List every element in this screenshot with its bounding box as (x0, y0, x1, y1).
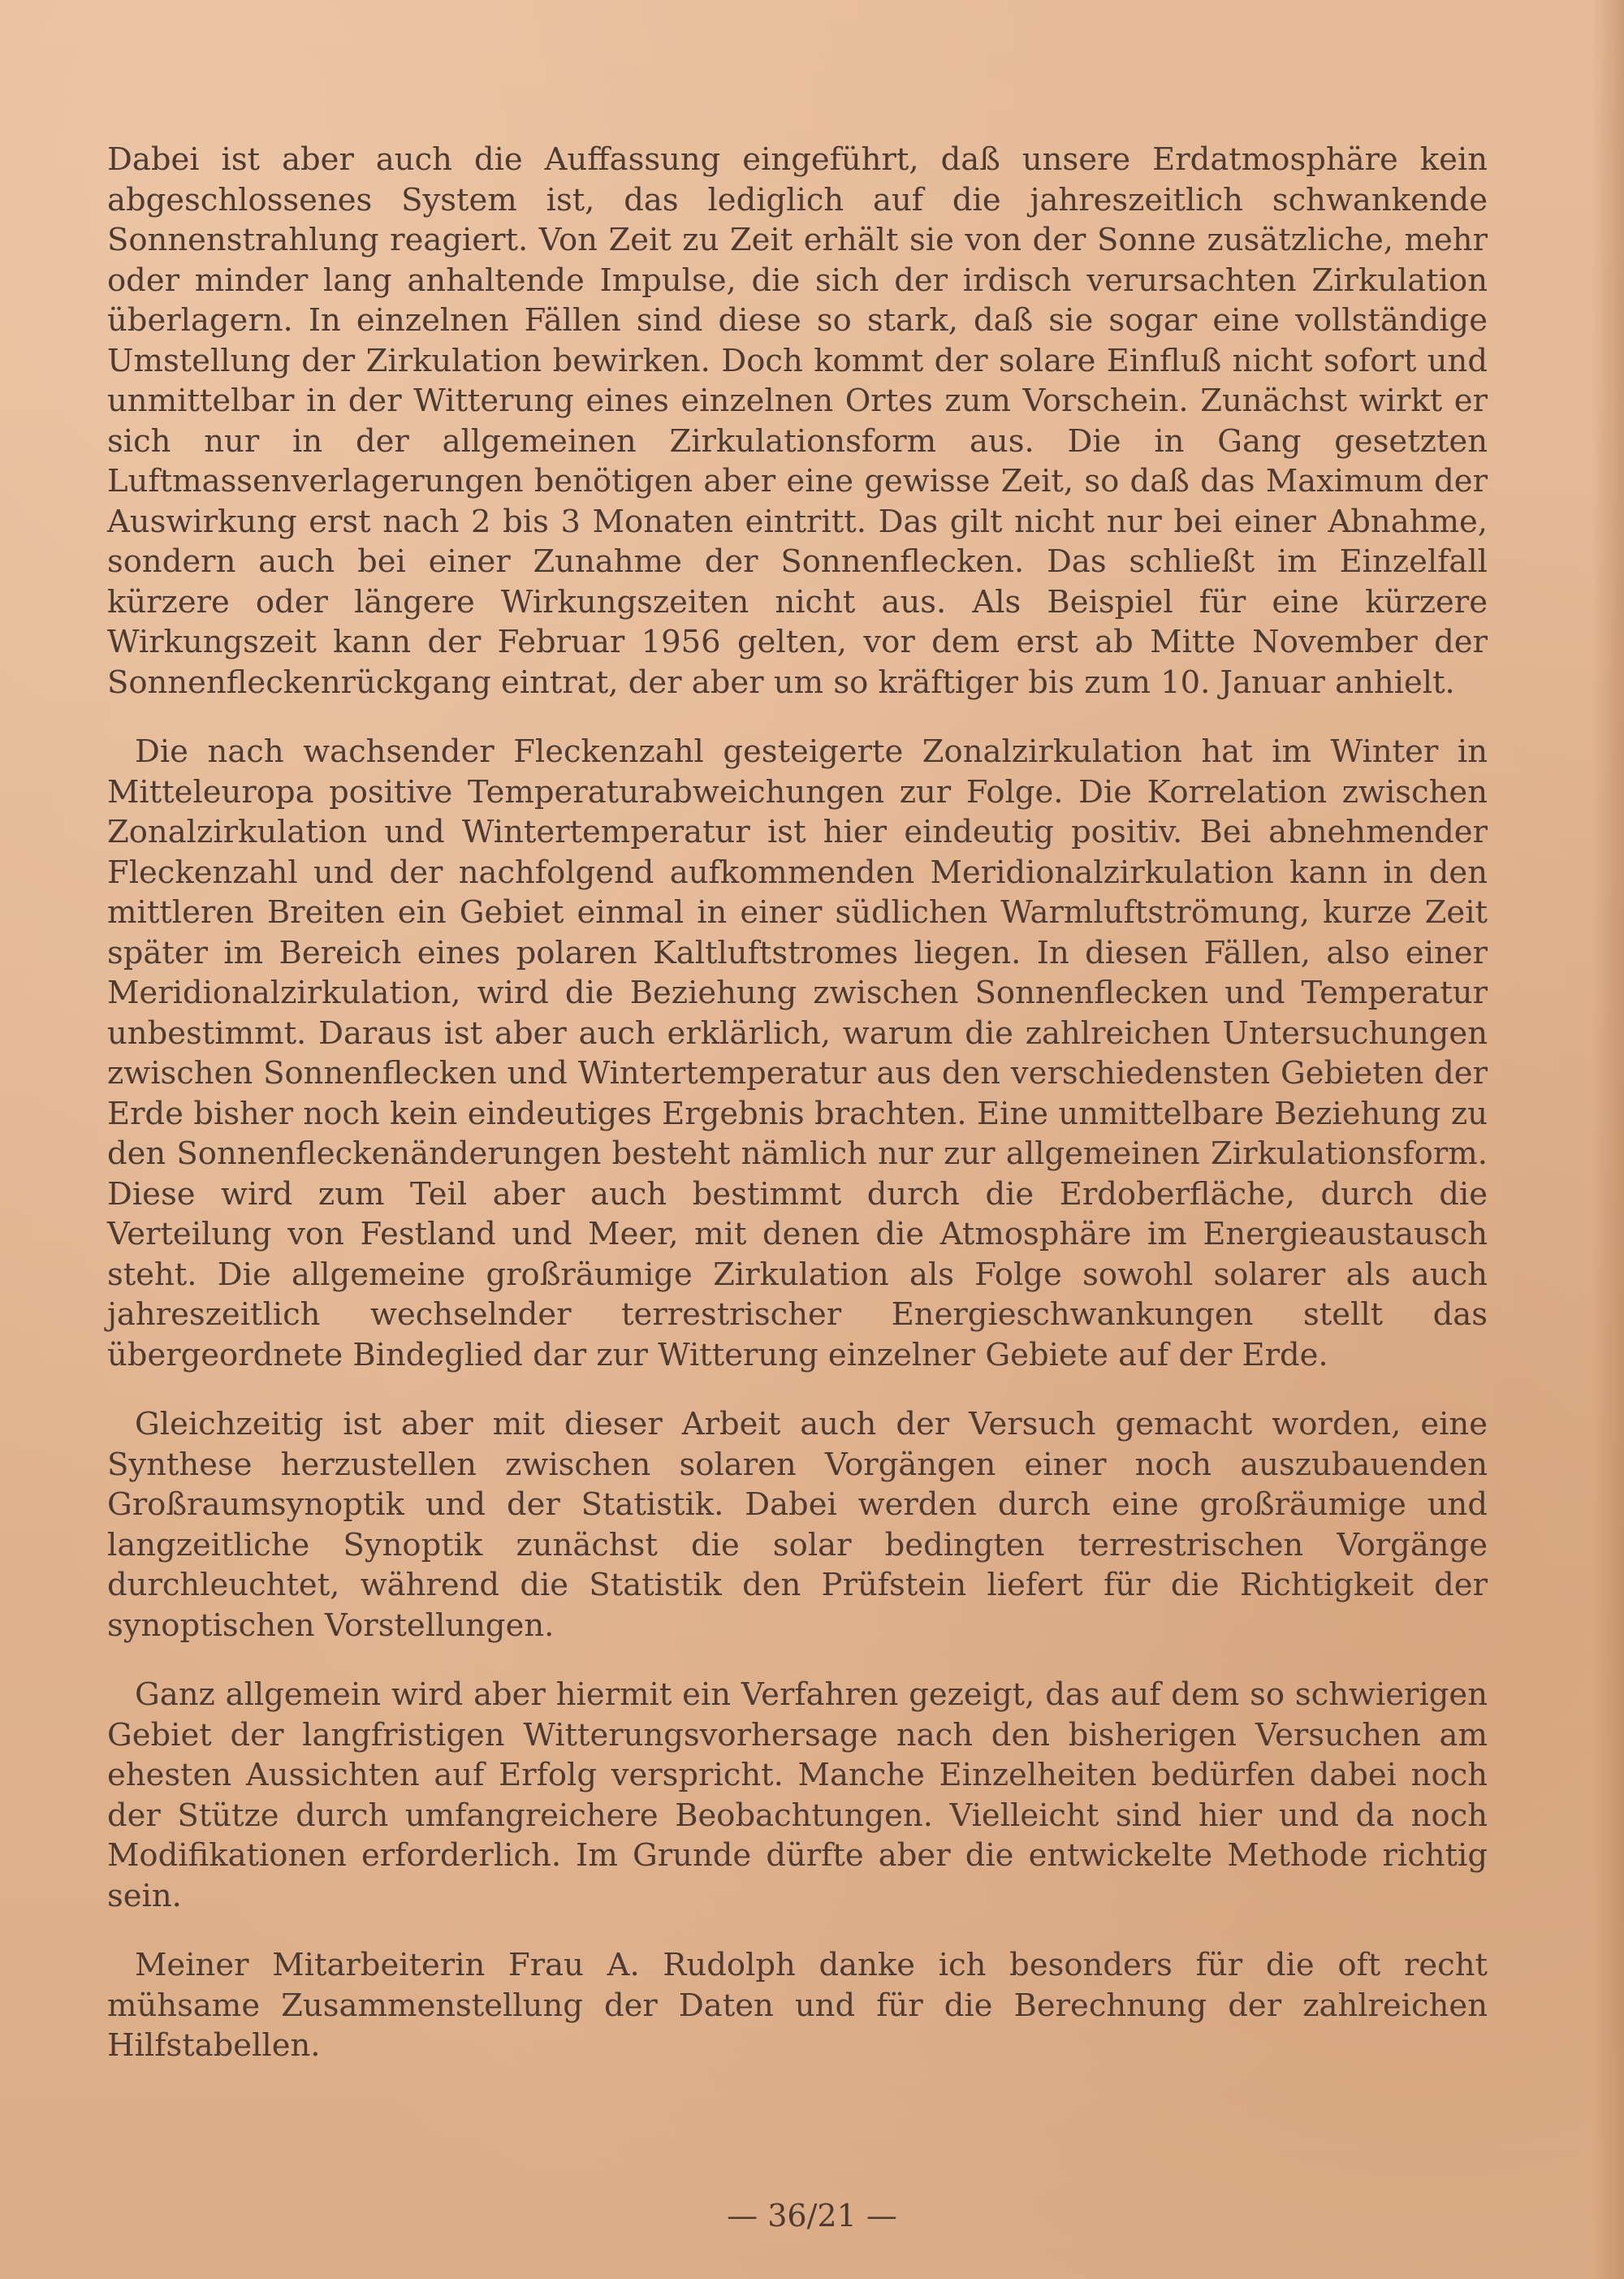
page-edge-shadow (1592, 0, 1624, 2279)
page-number: — 36/21 — (727, 2198, 897, 2234)
paragraph-4: Ganz allgemein wird aber hiermit ein Verfahren gezeigt, das auf dem so schwierigen Gebiet der langfristigen Witterungsvorhersage nach den bisherigen Versuchen am ehesten Aussichten auf Erfolg verspricht. Manche Einzelheiten bedürfen dabei noch der Stütze durch umfangreichere Beobachtungen. Vielleicht sind hier und da noch Modifikationen erforderlich. Im Grunde dürfte aber die entwickelte Methode richtig sein. (107, 1676, 1488, 1914)
body-text (107, 140, 1488, 2066)
paragraph-5: Meiner Mitarbeiterin Frau A. Rudolph danke ich besonders für die oft recht mühsame Zusammenstellung der Daten und für die Berechnung der zahlreichen Hilfstabellen. (107, 1947, 1488, 2064)
paragraph-2: Die nach wachsender Fleckenzahl gesteigerte Zonalzirkulation hat im Winter in Mitteleuropa positive Temperaturabweichungen zur Folge. Die Korrelation zwischen Zonalzirkulation und Wintertemperatur ist hier eindeutig positiv. Bei abnehmender Fleckenzahl und der nachfolgend aufkommenden Meridionalzirkulation kann in den mittleren Breiten ein Gebiet einmal in einer südlichen Warmluftströmung, kurze Zeit später im Bereich eines polaren Kaltluftstromes liegen. In diesen Fällen, also einer Meridionalzirkulation, wird die Beziehung zwischen Sonnenflecken und Temperatur unbestimmt. Daraus ist aber auch erklärlich, warum die zahlreichen Untersuchungen zwischen Sonnenflecken und Wintertemperatur aus den verschiedensten Gebieten der Erde bisher noch kein eindeutiges Ergebnis brachten. Eine unmittelbare Beziehung zu den Sonnenfleckenänderungen besteht nämlich nur zur allgemeinen Zirkulationsform. Diese wird zum Teil aber auch bestimmt durch die Erdoberfläche, durch die Verteilung von Festland und Meer, mit denen die Atmosphäre im Energieaustausch steht. Die allgemeine großräumige Zirkulation als Folge sowohl solarer als auch jahreszeitlich wechselnder terrestrischer Energieschwankungen stellt das übergeordnete Bindeglied dar zur Witterung einzelner Gebiete auf der Erde. (107, 733, 1488, 1373)
paragraph-1: Dabei ist aber auch die Auffassung eingeführt, daß unsere Erdatmosphäre kein abgeschlossenes System ist, das lediglich auf die jahreszeitlich schwankende Sonnenstrahlung reagiert. Von Zeit zu Zeit erhält sie von der Sonne zusätzliche, mehr oder minder lang anhaltende Impulse, die sich der irdisch verursachten Zirkulation überlagern. In einzelnen Fällen sind diese so stark, daß sie sogar eine vollständige Umstellung der Zirkulation bewirken. Doch kommt der solare Einfluß nicht sofort und unmittelbar in der Witterung eines einzelnen Ortes zum Vorschein. Zunächst wirkt er sich nur in der allgemeinen Zirkulationsform aus. Die in Gang gesetzten Luftmassenverlagerungen benötigen aber eine gewisse Zeit, so daß das Maximum der Auswirkung erst nach 2 bis 3 Monaten eintritt. Das gilt nicht nur bei einer Abnahme, sondern auch bei einer Zunahme der Sonnenflecken. Das schließt im Einzelfall kürzere oder längere Wirkungszeiten nicht aus. Als Beispiel für eine kürzere Wirkungszeit kann der Februar 1956 gelten, vor dem erst ab Mitte November der Sonnenfleckenrückgang eintrat, der aber um so kräftiger bis zum 10. Januar anhielt. (107, 141, 1488, 701)
paragraph-3: Gleichzeitig ist aber mit dieser Arbeit auch der Versuch gemacht worden, eine Synthese herzustellen zwischen solaren Vorgängen einer noch auszubauenden Großraumsynoptik und der Statistik. Dabei werden durch eine großräumige und langzeitliche Synoptik zunächst die solar bedingten terrestrischen Vorgänge durchleuchtet, während die Statistik den Prüfstein liefert für die Richtigkeit der synoptischen Vorstellungen. (107, 1406, 1488, 1644)
